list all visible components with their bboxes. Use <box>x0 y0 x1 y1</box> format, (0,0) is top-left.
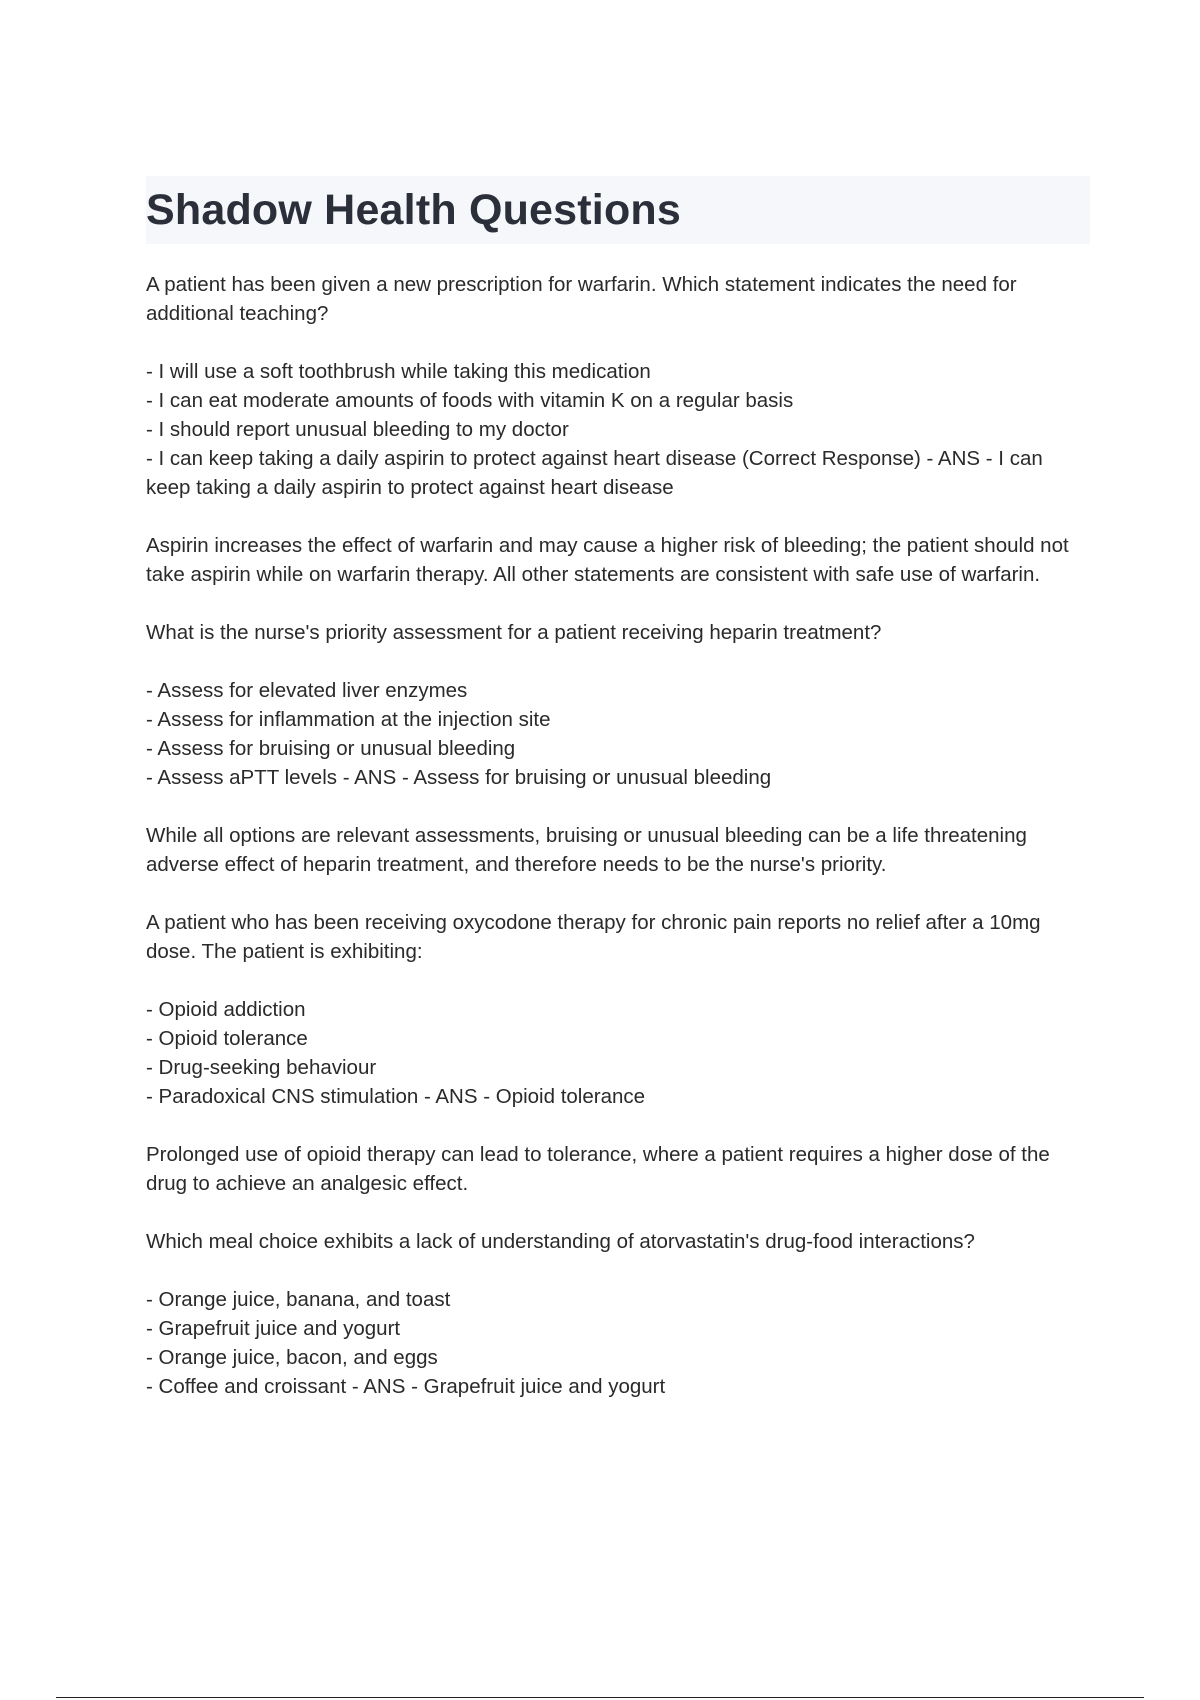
option-item: - I can keep taking a daily aspirin to protect against heart disease (Correct Response) - ANS - I can keep taking a daily aspirin to protect against heart disease <box>146 447 1043 499</box>
question-warfarin: A patient has been given a new prescription for warfarin. Which statement indicates the need for additional teaching? <box>146 273 1017 325</box>
rationale-warfarin: Aspirin increases the effect of warfarin and may cause a higher risk of bleeding; the patient should not take aspirin while on warfarin therapy. All other statements are consistent with safe use of warfarin. <box>146 534 1069 586</box>
document-page <box>146 176 1090 1430</box>
option-item: - Grapefruit juice and yogurt <box>146 1317 401 1340</box>
option-item: - Drug-seeking behaviour <box>146 1056 377 1079</box>
title-band <box>146 176 1090 244</box>
option-item: - Assess for inflammation at the injection site <box>146 708 551 731</box>
option-item: - Assess aPTT levels - ANS - Assess for bruising or unusual bleeding <box>146 766 772 789</box>
page-title: Shadow Health Questions <box>146 185 682 234</box>
rationale-heparin: While all options are relevant assessments, bruising or unusual bleeding can be a life threatening adverse effect of heparin treatment, and therefore needs to be the nurse's priority. <box>146 824 1027 876</box>
option-item: - I can eat moderate amounts of foods with vitamin K on a regular basis <box>146 389 794 412</box>
options-warfarin <box>146 357 1090 502</box>
question-atorvastatin: Which meal choice exhibits a lack of understanding of atorvastatin's drug-food interactions? <box>146 1230 975 1253</box>
options-heparin <box>146 676 1090 792</box>
question-heparin: What is the nurse's priority assessment for a patient receiving heparin treatment? <box>146 621 882 644</box>
option-item: - Paradoxical CNS stimulation - ANS - Opioid tolerance <box>146 1085 646 1108</box>
footer-divider <box>56 1697 1144 1698</box>
option-item: - Assess for bruising or unusual bleeding <box>146 737 516 760</box>
rationale-oxycodone: Prolonged use of opioid therapy can lead to tolerance, where a patient requires a higher dose of the drug to achieve an analgesic effect. <box>146 1143 1050 1195</box>
option-item: - I will use a soft toothbrush while taking this medication <box>146 360 651 383</box>
option-item: - I should report unusual bleeding to my doctor <box>146 418 569 441</box>
option-item: - Orange juice, banana, and toast <box>146 1288 451 1311</box>
option-item: - Assess for elevated liver enzymes <box>146 679 468 702</box>
option-item: - Opioid tolerance <box>146 1027 308 1050</box>
option-item: - Opioid addiction <box>146 998 306 1021</box>
option-item: - Orange juice, bacon, and eggs <box>146 1346 438 1369</box>
question-oxycodone: A patient who has been receiving oxycodone therapy for chronic pain reports no relief after a 10mg dose. The patient is exhibiting: <box>146 911 1041 963</box>
options-atorvastatin <box>146 1285 1090 1401</box>
options-oxycodone <box>146 995 1090 1111</box>
option-item: - Coffee and croissant - ANS - Grapefruit juice and yogurt <box>146 1375 666 1398</box>
